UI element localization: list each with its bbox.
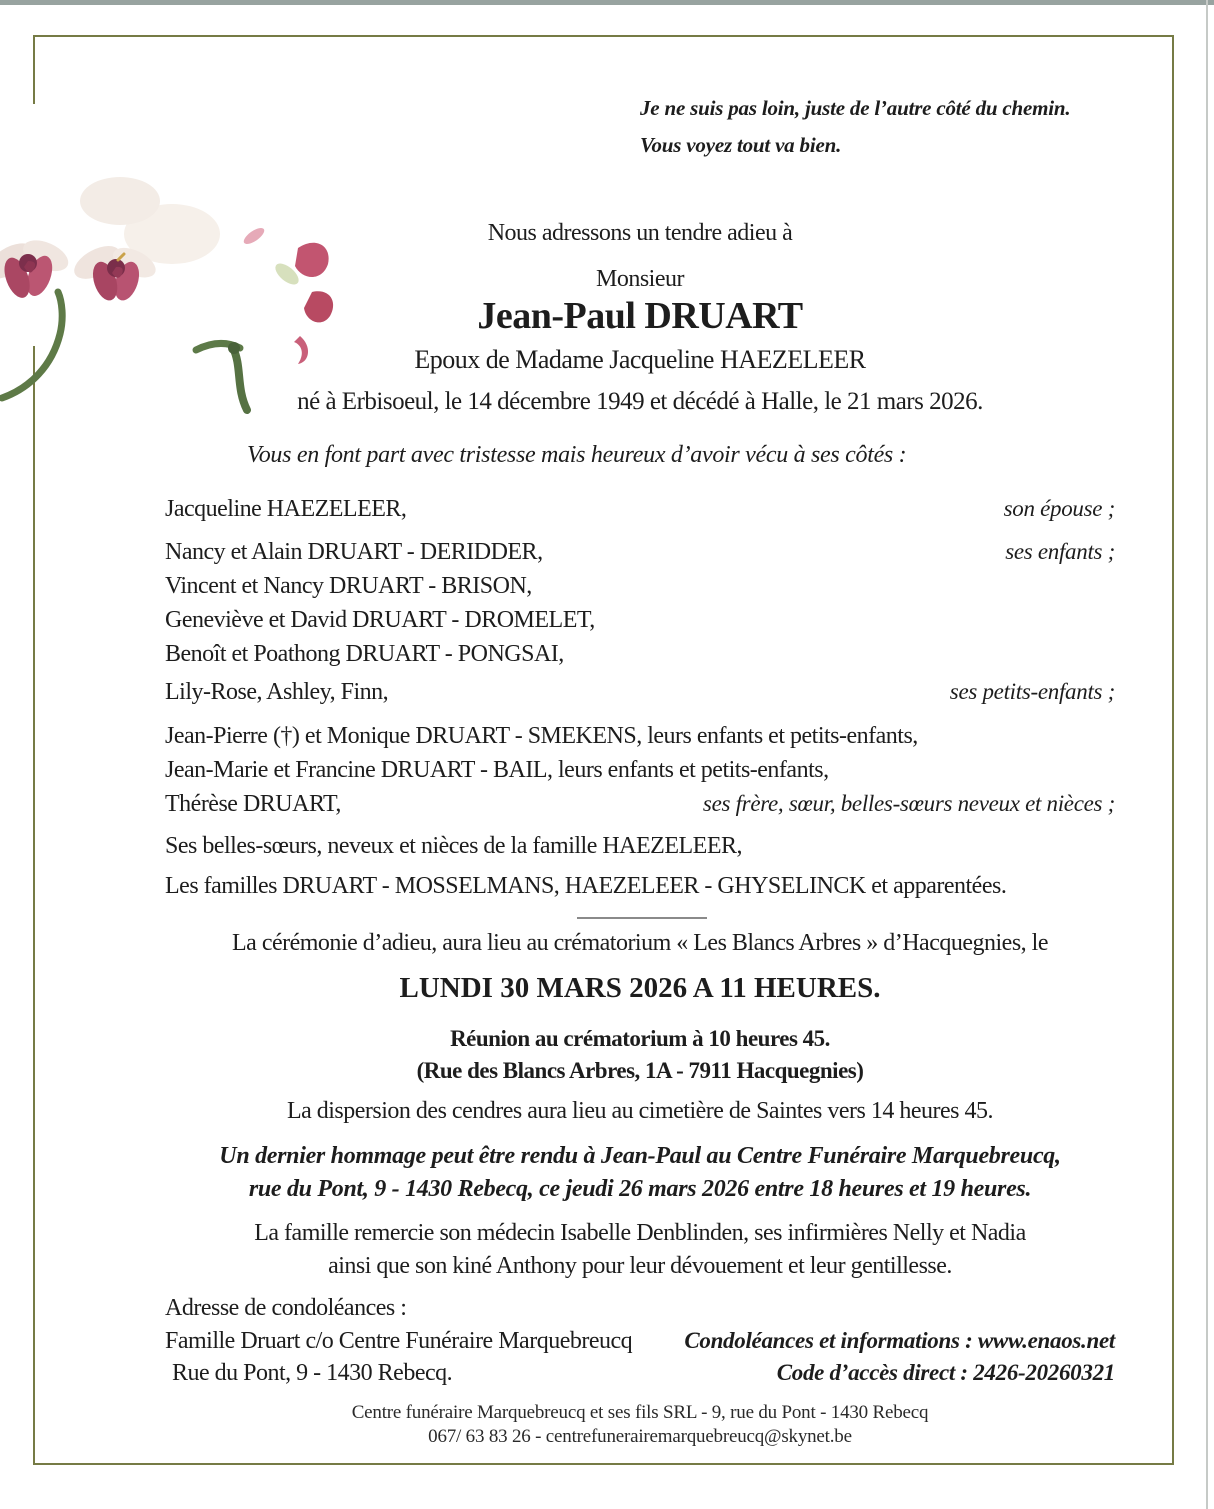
family-member-line: Jean-Marie et Francine DRUART - BAIL, leurs enfants et petits-enfants, xyxy=(165,757,829,783)
salutation-line: Nous adressons un tendre adieu à xyxy=(487,220,793,246)
condolence-address-line-2: Rue du Pont, 9 - 1430 Rebecq. xyxy=(172,1360,453,1386)
family-member-line: Benoît et Poathong DRUART - PONGSAI, xyxy=(165,641,564,667)
family-member-line: Thérèse DRUART, ses frère, sœur, belles-sœurs neveux et nièces ; xyxy=(165,787,1115,821)
footer-line-2: 067/ 63 83 26 - centrefunerairemarquebreucq@skynet.be xyxy=(428,1426,852,1447)
epigraph xyxy=(640,90,1070,164)
family-member-line: Nancy et Alain DRUART - DERIDDER, ses enfants ; xyxy=(165,535,1115,569)
scan-edge-top xyxy=(0,0,1214,5)
condolence-row-2 xyxy=(165,1360,1115,1387)
birth-death-line: né à Erbisoeul, le 14 décembre 1949 et décédé à Halle, le 21 mars 2026. xyxy=(297,388,983,415)
condolence-heading: Adresse de condoléances : xyxy=(165,1295,407,1321)
meeting-line: Réunion au crématorium à 10 heures 45. xyxy=(450,1026,830,1051)
thanks-line-2: ainsi que son kiné Anthony pour leur dévouement et leur gentillesse. xyxy=(328,1253,952,1279)
footer-line-1: Centre funéraire Marquebreucq et ses fils SRL - 9, rue du Pont - 1430 Rebecq xyxy=(351,1402,929,1423)
family-member-line: Les familles DRUART - MOSSELMANS, HAEZELEER - GHYSELINCK et apparentées. xyxy=(165,873,1007,899)
condolence-row-1 xyxy=(165,1328,1115,1355)
section-divider xyxy=(577,917,707,919)
family-list xyxy=(165,492,1115,903)
ceremony-datetime: LUNDI 30 MARS 2026 A 11 HEURES. xyxy=(399,972,881,1004)
family-member-line: Jean-Pierre (†) et Monique DRUART - SMEKENS, leurs enfants et petits-enfants, xyxy=(165,723,918,749)
relation-label: ses petits-enfants ; xyxy=(949,679,1115,704)
deceased-title: Monsieur xyxy=(596,266,684,292)
crematorium-address: (Rue des Blancs Arbres, 1A - 7911 Hacquegnies) xyxy=(416,1058,864,1083)
family-member-line: Jacqueline HAEZELEER, son épouse ; xyxy=(165,492,1115,526)
tribute-line-1: Un dernier hommage peut être rendu à Jean-Paul au Centre Funéraire Marquebreucq, xyxy=(219,1143,1061,1169)
tribute-line-2: rue du Pont, 9 - 1430 Rebecq, ce jeudi 26 mars 2026 entre 18 heures et 19 heures. xyxy=(248,1176,1032,1202)
condolence-info-link: Condoléances et informations : www.enaos.net xyxy=(684,1328,1115,1353)
family-member-line: Lily-Rose, Ashley, Finn, ses petits-enfants ; xyxy=(165,675,1115,709)
spouse-line: Epoux de Madame Jacqueline HAEZELEER xyxy=(414,345,866,374)
deceased-name: Jean-Paul DRUART xyxy=(477,295,803,337)
access-code-line: Code d’accès direct : 2426-20260321 xyxy=(776,1360,1115,1385)
relation-label: son épouse ; xyxy=(1003,496,1115,521)
relation-label: ses frère, sœur, belles-sœurs neveux et nièces ; xyxy=(702,791,1115,816)
family-member-line: Geneviève et David DRUART - DROMELET, xyxy=(165,607,595,633)
family-member-line: Ses belles-sœurs, neveux et nièces de la famille HAEZELEER, xyxy=(165,833,742,859)
epigraph-line-2: Vous voyez tout va bien. xyxy=(640,133,842,157)
thanks-line-1: La famille remercie son médecin Isabelle Denblinden, ses infirmières Nelly et Nadia xyxy=(254,1220,1026,1246)
family-intro-line: Vous en font part avec tristesse mais heureux d’avoir vécu à ses côtés : xyxy=(247,442,907,468)
condolence-address-line-1: Famille Druart c/o Centre Funéraire Marquebreucq xyxy=(165,1328,633,1354)
scan-edge-right xyxy=(1206,0,1208,1509)
ashes-dispersion-line: La dispersion des cendres aura lieu au cimetière de Saintes vers 14 heures 45. xyxy=(286,1098,994,1124)
relation-label: ses enfants ; xyxy=(1005,539,1115,564)
orchid-photo-icon xyxy=(0,96,360,426)
ceremony-line: La cérémonie d’adieu, aura lieu au crématorium « Les Blancs Arbres » d’Hacquegnies, le xyxy=(232,930,1048,956)
epigraph-line-1: Je ne suis pas loin, juste de l’autre côté du chemin. xyxy=(640,96,1071,120)
family-member-line: Vincent et Nancy DRUART - BRISON, xyxy=(165,573,532,599)
